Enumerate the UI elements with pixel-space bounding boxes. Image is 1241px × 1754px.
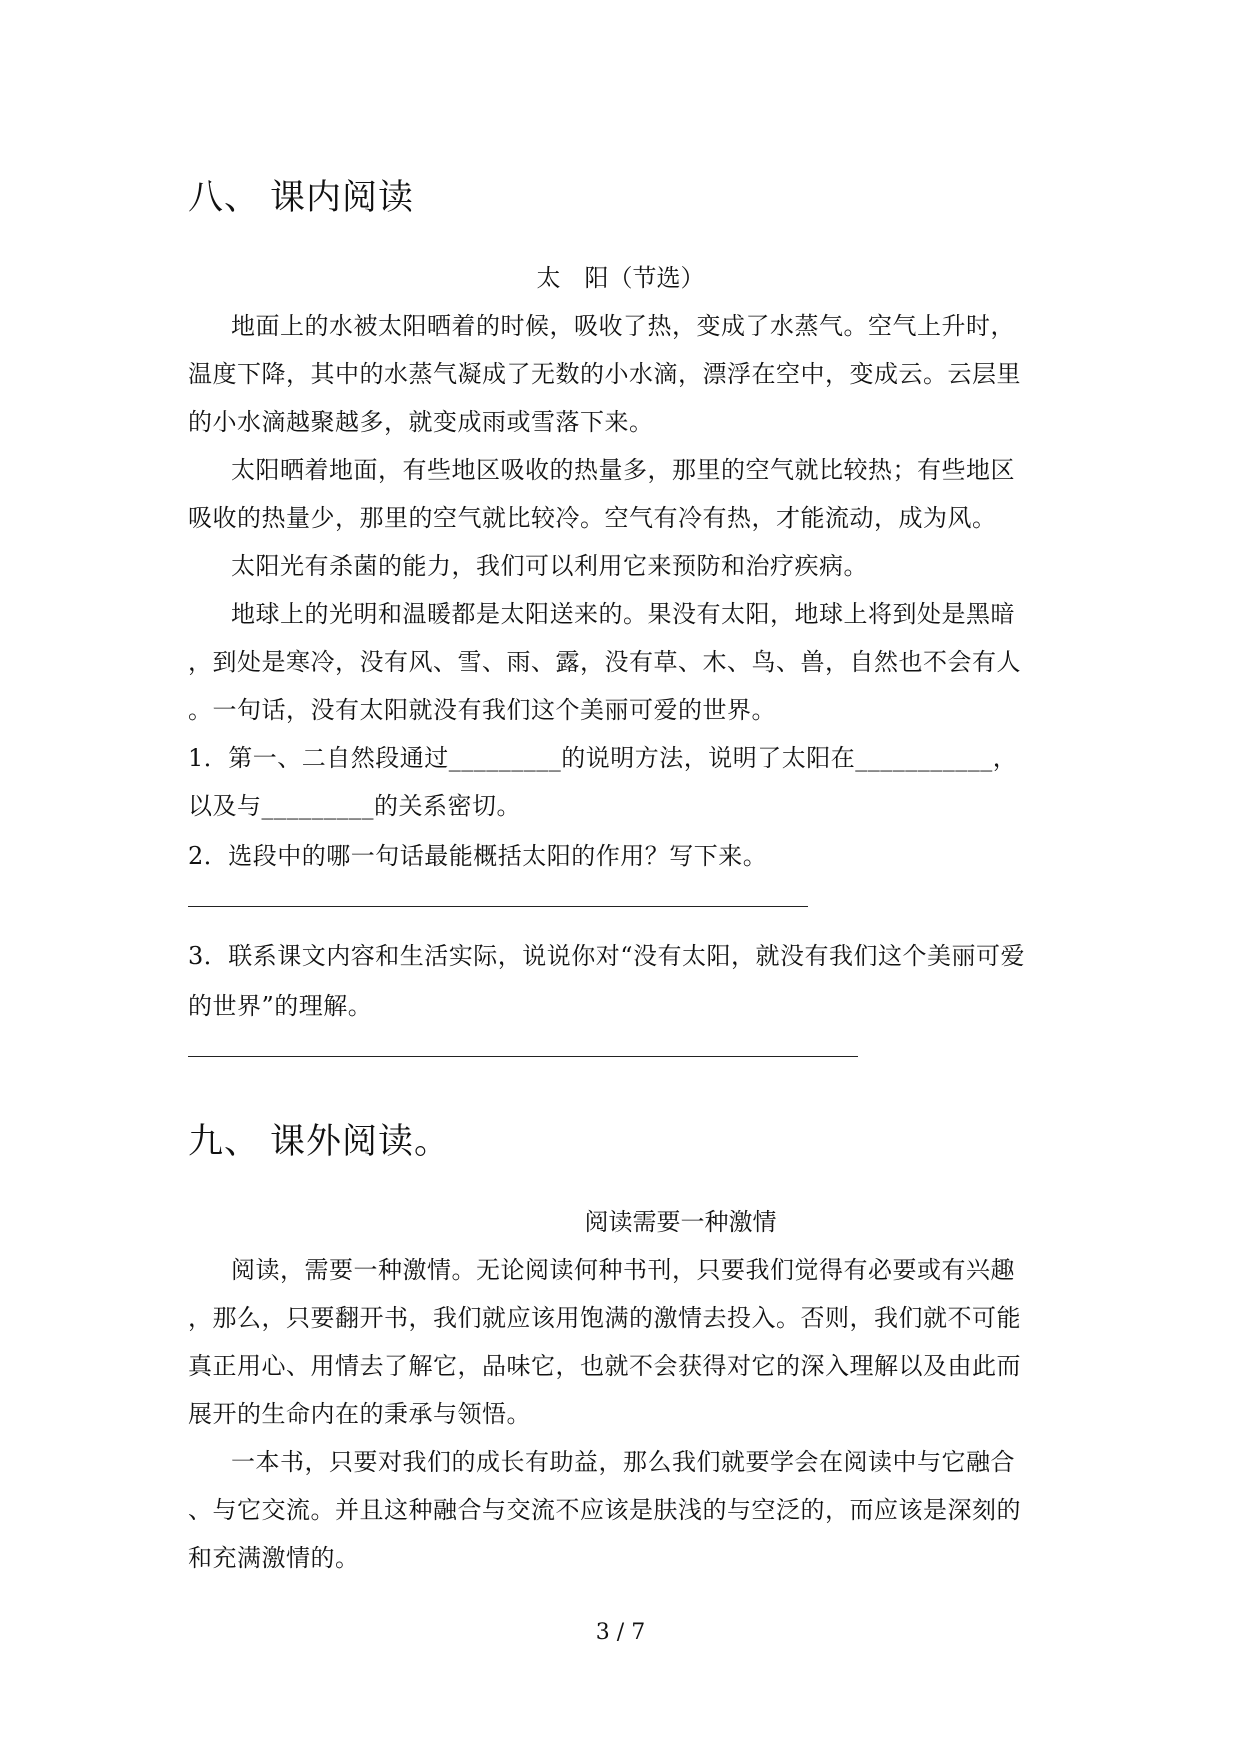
section-9-heading: [188, 1114, 450, 1164]
section-9-number: 九、: [188, 1122, 261, 1162]
section-8-passage-title: 太 阳（节选）: [536, 264, 705, 292]
question-2: 2．选段中的哪一句话最能概括太阳的作用？写下来。: [188, 842, 768, 870]
page-number: 3 / 7: [595, 1620, 646, 1645]
passage-line: 吸收的热量少，那里的空气就比较冷。空气有冷有热，才能流动，成为风。: [188, 504, 997, 532]
passage-line: 真正用心、用情去了解它，品味它，也就不会获得对它的深入理解以及由此而: [188, 1352, 1021, 1380]
passage-line: 地球上的光明和温暖都是太阳送来的。果没有太阳，地球上将到处是黑暗: [231, 600, 1015, 628]
answer-line: [188, 1056, 858, 1057]
question-3: 3．联系课文内容和生活实际，说说你对“没有太阳，就没有我们这个美丽可爱: [188, 942, 1026, 970]
question-1-continued: 以及与_________的关系密切。: [188, 792, 521, 820]
passage-line: ，到处是寒冷，没有风、雪、雨、露，没有草、木、鸟、兽，自然也不会有人: [188, 648, 1021, 676]
answer-line: [188, 906, 808, 907]
passage-line: 阅读，需要一种激情。无论阅读何种书刊，只要我们觉得有必要或有兴趣: [231, 1256, 1015, 1284]
passage-line: 温度下降，其中的水蒸气凝成了无数的小水滴，漂浮在空中，变成云。云层里: [188, 360, 1021, 388]
passage-line: 的小水滴越聚越多，就变成雨或雪落下来。: [188, 408, 654, 436]
section-8-number: 八、: [188, 178, 261, 218]
section-8-heading: [188, 170, 414, 220]
question-3-continued: 的世界”的理解。: [188, 992, 373, 1020]
passage-line: 太阳晒着地面，有些地区吸收的热量多，那里的空气就比较热；有些地区: [231, 456, 1015, 484]
passage-line: 一本书，只要对我们的成长有助益，那么我们就要学会在阅读中与它融合: [231, 1448, 1015, 1476]
passage-line: ，那么，只要翻开书，我们就应该用饱满的激情去投入。否则，我们就不可能: [188, 1304, 1021, 1332]
section-8-heading-text: 课内阅读: [270, 178, 415, 218]
passage-line: 、与它交流。并且这种融合与交流不应该是肤浅的与空泛的，而应该是深刻的: [188, 1496, 1021, 1524]
passage-line: 太阳光有杀菌的能力，我们可以利用它来预防和治疗疾病。: [231, 552, 868, 580]
passage-line: 。一句话，没有太阳就没有我们这个美丽可爱的世界。: [188, 696, 776, 724]
section-9-passage-title: 阅读需要一种激情: [584, 1208, 777, 1236]
passage-line: 和充满激情的。: [188, 1544, 360, 1572]
section-9-heading-text: 课外阅读。: [270, 1122, 451, 1162]
passage-line: 地面上的水被太阳晒着的时候，吸收了热，变成了水蒸气。空气上升时，: [231, 312, 1015, 340]
question-1: 1．第一、二自然段通过_________的说明方法，说明了太阳在___________，: [188, 744, 1018, 772]
passage-line: 展开的生命内在的秉承与领悟。: [188, 1400, 531, 1428]
